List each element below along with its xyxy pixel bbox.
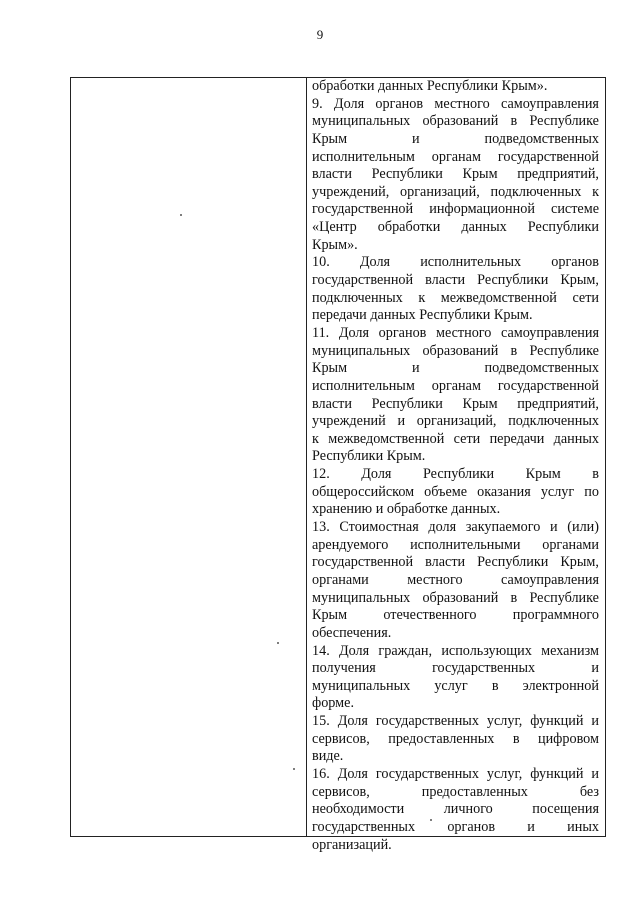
text-word: 12.	[312, 466, 330, 483]
text-word: в	[510, 113, 518, 130]
text-line	[312, 219, 599, 237]
text-word: и	[397, 413, 406, 430]
text-word: Республики	[371, 395, 443, 412]
text-word: Крым	[312, 607, 348, 624]
text-word: государственной	[312, 554, 414, 571]
text-word: функций	[530, 713, 584, 730]
text-word: услуг	[434, 677, 468, 694]
text-line	[312, 237, 599, 255]
text-word: межведомственной	[328, 430, 445, 447]
text-word: Крым	[312, 130, 348, 147]
text-word: органов	[378, 324, 427, 341]
text-word: государственных	[312, 818, 416, 835]
text-word: в	[592, 466, 599, 483]
text-word: Доля	[338, 642, 370, 659]
text-word: объеме	[424, 483, 468, 500]
text-line	[312, 590, 599, 608]
text-line	[312, 572, 599, 590]
text-word: власти	[425, 554, 466, 571]
text-line	[312, 290, 599, 308]
text-word: Крым	[462, 395, 498, 412]
text-line-content: виде.	[312, 748, 344, 765]
text-word: Республики	[422, 466, 495, 483]
text-line-content: передачи данных Республики Крым.	[312, 307, 533, 324]
text-word: государственных	[375, 713, 479, 730]
text-word: подключенных	[312, 289, 403, 306]
text-word: муниципальных	[312, 113, 411, 130]
text-line	[312, 113, 599, 131]
text-word: Доля	[359, 254, 391, 271]
text-word: механизм	[541, 642, 599, 659]
text-word: услуг,	[486, 765, 523, 782]
text-word: образований	[422, 113, 499, 130]
text-line	[312, 678, 599, 696]
text-word: государственной	[497, 377, 599, 394]
text-word: по	[584, 483, 599, 500]
text-line	[312, 396, 599, 414]
text-line	[312, 484, 599, 502]
text-word: Крым	[312, 360, 348, 377]
text-word: организаций,	[400, 183, 480, 200]
text-word: исполнительными	[410, 536, 521, 553]
text-word: данных	[553, 430, 599, 447]
text-line	[312, 501, 599, 519]
text-word: в	[491, 677, 499, 694]
text-line	[312, 378, 599, 396]
text-line-content: организаций.	[312, 836, 392, 853]
text-word: в	[510, 342, 518, 359]
text-word: 13.	[312, 519, 330, 536]
text-word: органов	[375, 95, 424, 112]
text-word: и	[412, 130, 420, 147]
text-word: закупаемого	[465, 519, 541, 536]
text-word: электронной	[522, 677, 599, 694]
text-line	[312, 431, 599, 449]
text-word: муниципальных	[312, 589, 411, 606]
text-word: сервисов,	[312, 730, 370, 747]
text-word: власти	[312, 166, 352, 183]
scan-speck	[277, 642, 279, 644]
text-line	[312, 184, 599, 202]
text-word: и	[550, 519, 558, 536]
text-word: услуг,	[486, 713, 523, 730]
text-line-content: Крым».	[312, 236, 358, 253]
text-word: образований	[422, 589, 499, 606]
text-line-content: хранению и обработке данных.	[312, 501, 501, 518]
text-word: подведомственных	[484, 130, 599, 147]
text-word: учреждений	[312, 413, 386, 430]
text-word: и	[591, 660, 599, 677]
text-word: подведомственных	[484, 360, 599, 377]
text-line-content: форме.	[312, 695, 354, 712]
text-line	[312, 360, 599, 378]
text-word: системе	[551, 201, 599, 218]
text-line	[312, 519, 599, 537]
text-word: «Центр	[312, 219, 357, 236]
text-line	[312, 695, 599, 713]
text-word: местного	[434, 95, 490, 112]
text-word: доля	[428, 519, 457, 536]
text-word: государственной	[312, 272, 414, 289]
text-word: передачи	[489, 430, 545, 447]
text-word: Доля	[333, 95, 365, 112]
text-line	[312, 78, 599, 96]
text-line	[312, 731, 599, 749]
text-word: предоставленных	[388, 730, 495, 747]
text-line	[312, 784, 599, 802]
text-word: Республики	[477, 554, 549, 571]
text-word: органов	[447, 818, 496, 835]
text-word: Крым,	[560, 272, 599, 289]
text-word: образований	[422, 342, 499, 359]
text-word: Республике	[529, 342, 599, 359]
text-word: предоставленных	[421, 783, 528, 800]
text-word: органов	[551, 254, 599, 271]
text-line	[312, 607, 599, 625]
text-word: необходимости	[312, 801, 405, 818]
text-line	[312, 643, 599, 661]
text-line	[312, 660, 599, 678]
text-word: (или)	[567, 519, 599, 536]
text-word: самоуправления	[501, 571, 599, 588]
text-word: Крым	[525, 466, 561, 483]
text-word: Крым,	[560, 554, 599, 571]
text-line	[312, 748, 599, 766]
text-line-content: Республики Крым.	[312, 448, 426, 465]
text-word: Республике	[529, 589, 599, 606]
text-word: получения	[312, 660, 376, 677]
text-word: органам	[431, 148, 481, 165]
text-word: данных	[461, 219, 507, 236]
text-line	[312, 325, 599, 343]
text-line	[312, 537, 599, 555]
text-word: Стоимостная	[339, 519, 419, 536]
text-word: и	[527, 818, 535, 835]
scan-speck	[293, 768, 295, 770]
text-line	[312, 201, 599, 219]
text-word: отечественного	[383, 607, 477, 624]
text-word: общероссийском	[312, 483, 415, 500]
text-word: Доля	[337, 765, 368, 782]
text-word: Доля	[337, 713, 368, 730]
text-word: 9.	[312, 95, 323, 112]
page-number: 9	[316, 27, 324, 42]
text-word: государственных	[375, 765, 479, 782]
text-word: самоуправления	[501, 324, 599, 341]
text-word: к	[418, 289, 426, 306]
text-word: к	[592, 183, 599, 200]
text-line-content: обеспечения.	[312, 624, 392, 641]
text-word: власти	[425, 272, 466, 289]
text-word: использующих	[441, 642, 532, 659]
text-word: органами	[542, 536, 599, 553]
indicator-table	[70, 77, 606, 853]
text-word: подключенных	[490, 183, 582, 200]
text-word: арендуемого	[312, 536, 389, 553]
scan-speck	[430, 819, 432, 821]
text-line	[312, 131, 599, 149]
text-word: и	[591, 765, 599, 782]
text-word: услуг	[540, 483, 575, 500]
text-line	[312, 713, 599, 731]
text-word: и	[412, 360, 420, 377]
text-word: функций	[530, 765, 584, 782]
text-word: органам	[431, 377, 481, 394]
text-word: Крым	[462, 166, 498, 183]
text-line	[312, 166, 599, 184]
text-word: иных	[567, 818, 599, 835]
text-word: цифровом	[538, 730, 599, 747]
text-word: исполнительным	[312, 377, 415, 394]
text-line	[312, 272, 599, 290]
text-word: исполнительных	[420, 254, 522, 271]
text-word: учреждений,	[312, 183, 390, 200]
text-word: в	[512, 730, 520, 747]
text-word: 16.	[312, 765, 330, 782]
text-line	[312, 625, 599, 643]
text-word: Республики	[527, 219, 599, 236]
text-word: программного	[512, 607, 599, 624]
text-line-content: обработки данных Республики Крым».	[312, 78, 548, 94]
text-line	[312, 837, 599, 855]
text-word: в	[510, 589, 518, 606]
scan-speck	[180, 214, 182, 216]
text-word: Доля	[361, 466, 392, 483]
text-word: предприятий,	[517, 395, 599, 412]
text-line	[312, 819, 599, 837]
text-line	[312, 149, 599, 167]
text-word: Доля	[338, 324, 370, 341]
text-word: информационной	[429, 201, 535, 218]
text-word: исполнительным	[312, 148, 415, 165]
text-line	[312, 801, 599, 819]
text-word: граждан,	[378, 642, 433, 659]
text-line	[312, 554, 599, 572]
text-line	[312, 307, 599, 325]
text-word: государственной	[312, 201, 414, 218]
text-word: 10.	[312, 254, 330, 271]
text-word: Республики	[371, 166, 443, 183]
text-word: самоуправления	[500, 95, 599, 112]
text-word: 14.	[312, 642, 330, 659]
text-word: подключенных	[508, 413, 599, 430]
text-word: муниципальных	[312, 677, 411, 694]
text-word: власти	[312, 395, 352, 412]
text-line	[312, 466, 599, 484]
text-word: обработки	[377, 219, 441, 236]
text-line	[312, 448, 599, 466]
text-word: оказания	[477, 483, 531, 500]
indicator-text	[312, 78, 599, 854]
text-word: органами	[312, 571, 369, 588]
text-word: муниципальных	[312, 342, 411, 359]
text-word: сети	[572, 289, 599, 306]
text-word: сервисов,	[312, 783, 370, 800]
text-word: и	[591, 713, 599, 730]
text-line	[312, 766, 599, 784]
table-right-column	[307, 78, 605, 853]
text-line	[312, 254, 599, 272]
text-word: Республики	[477, 272, 549, 289]
text-word: межведомственной	[440, 289, 557, 306]
text-word: предприятий,	[517, 166, 599, 183]
table-left-column	[71, 78, 307, 836]
text-line	[312, 343, 599, 361]
text-word: государственной	[497, 148, 599, 165]
text-word: организаций,	[416, 413, 497, 430]
text-word: 15.	[312, 713, 330, 730]
text-word: посещения	[532, 801, 599, 818]
text-line	[312, 413, 599, 431]
text-line	[312, 96, 599, 114]
text-word: сети	[453, 430, 481, 447]
text-word: государственных	[432, 660, 536, 677]
text-word: местного	[407, 571, 463, 588]
text-word: 11.	[312, 324, 330, 341]
text-word: личного	[443, 801, 493, 818]
text-word: к	[312, 430, 319, 447]
text-word: местного	[436, 324, 492, 341]
text-word: Республике	[529, 113, 599, 130]
text-word: без	[579, 783, 599, 800]
